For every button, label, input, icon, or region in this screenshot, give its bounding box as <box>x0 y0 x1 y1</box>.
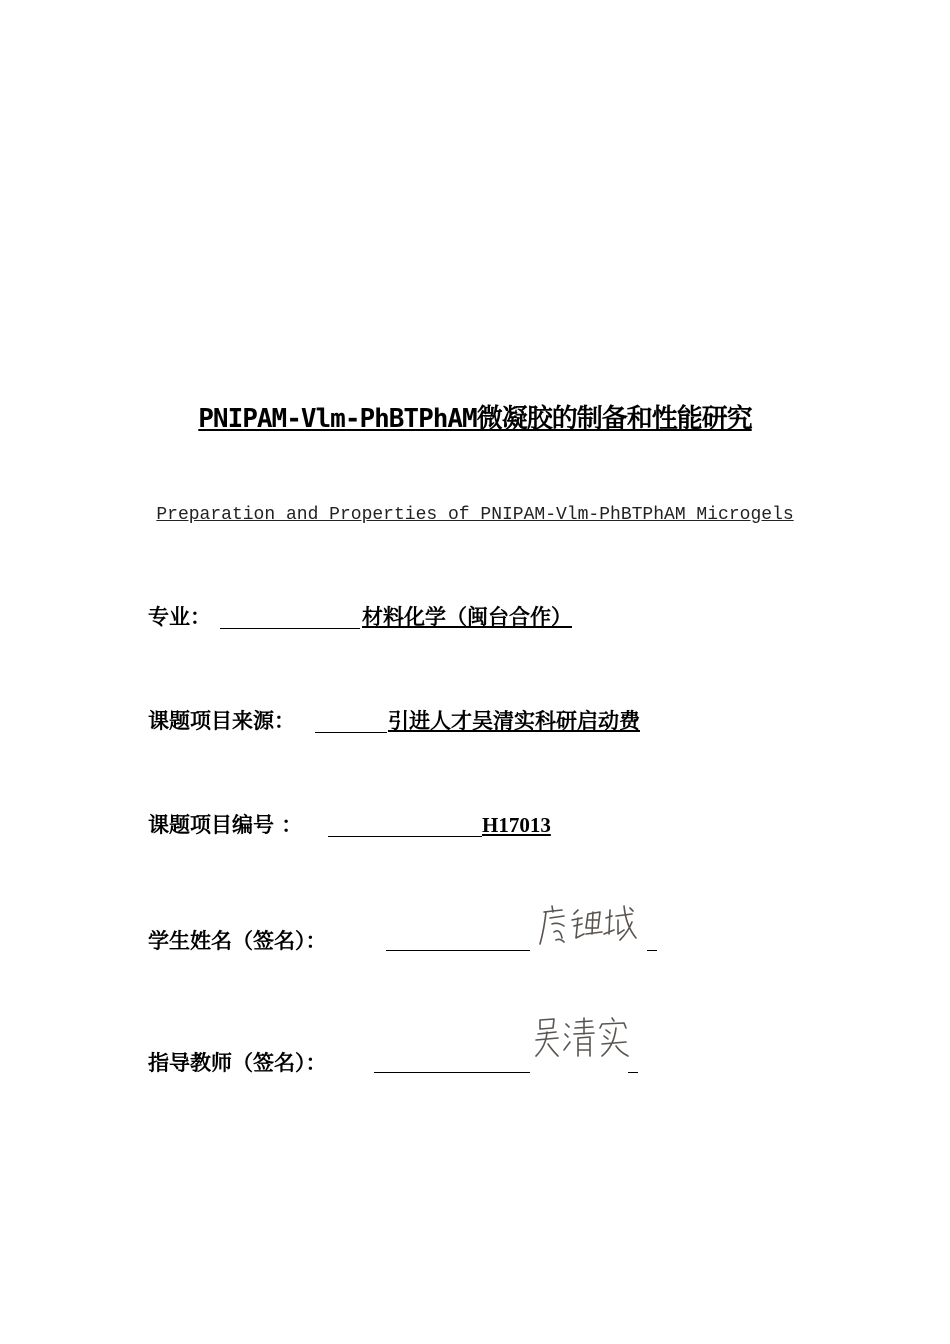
major-label: 专业： <box>148 605 211 629</box>
student-signature-tail-underline <box>647 950 657 951</box>
major-row <box>148 602 618 632</box>
advisor-signature-tail-underline <box>628 1072 638 1073</box>
source-value: 引进人才吴清实科研启动费 <box>388 709 640 733</box>
project-code-value: H17013 <box>482 813 551 837</box>
thesis-subtitle-english: Preparation and Properties of PNIPAM-Vlm-PhBTPhAM Microgels <box>156 505 794 525</box>
thesis-title: PNIPAM-Vlm-PhBTPhAM微凝胶的制备和性能研究 <box>198 404 752 434</box>
advisor-signature-underline <box>374 1072 530 1073</box>
source-underline <box>315 732 387 733</box>
student-signature-label: 学生姓名（签名）： <box>148 929 327 953</box>
advisor-signature-label: 指导教师（签名）： <box>148 1051 327 1075</box>
project-code-row <box>148 810 578 840</box>
major-value: 材料化学（闽台合作） <box>362 605 572 629</box>
source-label: 课题项目来源： <box>148 709 295 733</box>
project-code-underline <box>328 836 482 837</box>
advisor-signature-image <box>530 1016 630 1060</box>
student-signature-underline <box>386 950 530 951</box>
major-underline <box>220 628 360 629</box>
source-row <box>148 706 708 736</box>
project-code-label: 课题项目编号 ： <box>148 813 303 837</box>
student-signature-image <box>538 904 638 950</box>
